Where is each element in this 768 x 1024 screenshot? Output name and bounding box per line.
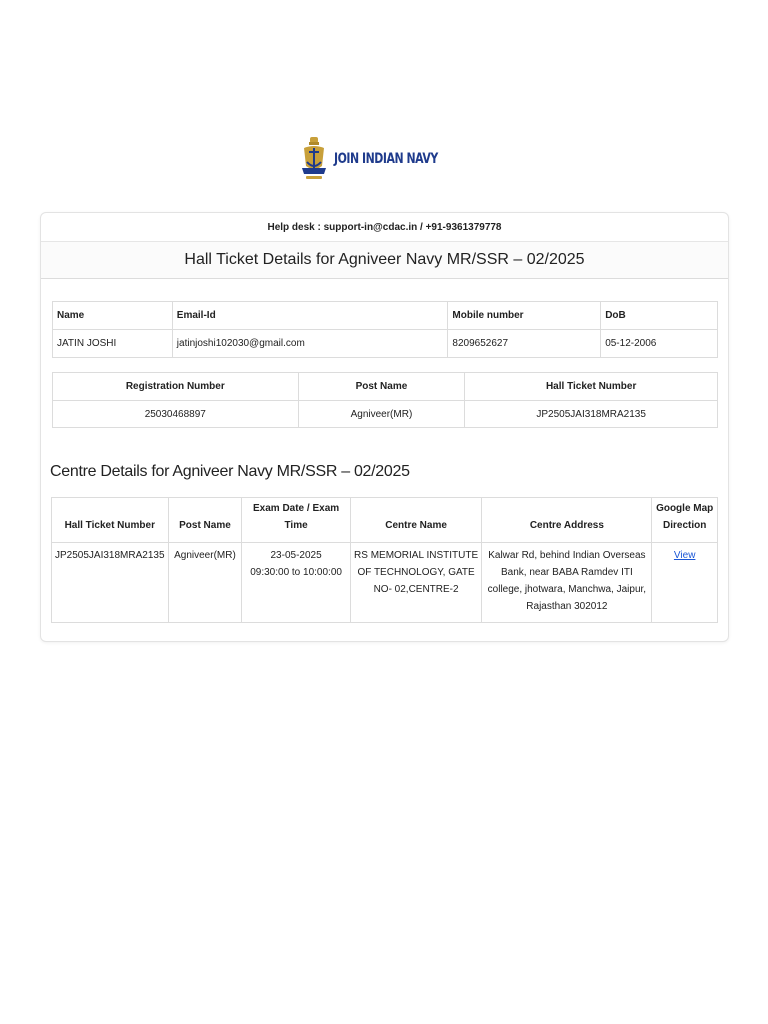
- candidate-mobile: 8209652627: [448, 330, 601, 358]
- centre-address: Kalwar Rd, behind Indian Overseas Bank, near BABA Ramdev ITI college, jhotwara, Manchwa, Jaipur, Rajasthan 302012: [482, 543, 652, 623]
- navy-crest-icon: [300, 136, 328, 182]
- centre-address-header: Centre Address: [482, 498, 652, 543]
- centre-post-header: Post Name: [168, 498, 242, 543]
- exam-time: 09:30:00 to 10:00:00: [250, 567, 342, 578]
- centre-name: RS MEMORIAL INSTITUTE OF TECHNOLOGY, GATE NO- 02,CENTRE-2: [350, 543, 482, 623]
- candidate-email: jatinjoshi102030@gmail.com: [172, 330, 448, 358]
- join-indian-navy-logo[interactable]: [300, 136, 467, 182]
- table-header-row: [53, 373, 718, 401]
- hall-ticket-card: [40, 212, 729, 642]
- table-row: [53, 401, 718, 428]
- name-header: Name: [53, 302, 173, 330]
- logo-text: JOIN INDIAN NAVY: [334, 151, 439, 167]
- map-direction: [652, 543, 718, 623]
- post-name-header: Post Name: [298, 373, 465, 401]
- post-name: Agniveer(MR): [298, 401, 465, 428]
- centre-name-header: Centre Name: [350, 498, 482, 543]
- exam-date: 23-05-2025: [270, 550, 322, 561]
- registration-number-header: Registration Number: [53, 373, 299, 401]
- helpdesk-bar: Help desk : support-in@cdac.in / +91-9361379778: [41, 213, 728, 242]
- logo-area: [0, 136, 768, 182]
- map-direction-header: Google Map Direction: [652, 498, 718, 543]
- centre-details-title: Centre Details for Agniveer Navy MR/SSR – 02/2025: [50, 463, 410, 480]
- candidate-name: JATIN JOSHI: [53, 330, 173, 358]
- centre-hall-ticket: JP2505JAI318MRA2135: [52, 543, 169, 623]
- hall-ticket-number: JP2505JAI318MRA2135: [465, 401, 718, 428]
- table-header-row: [53, 302, 718, 330]
- table-header-row: [52, 498, 718, 543]
- exam-date-header: Exam Date / Exam Time: [242, 498, 350, 543]
- card-title: Hall Ticket Details for Agniveer Navy MR/SSR – 02/2025: [41, 242, 728, 279]
- candidate-dob: 05-12-2006: [601, 330, 718, 358]
- centre-hall-ticket-header: Hall Ticket Number: [52, 498, 169, 543]
- centre-details-table: [51, 497, 718, 623]
- table-row: [53, 330, 718, 358]
- registration-table: [52, 372, 718, 428]
- view-map-link[interactable]: View: [673, 550, 696, 561]
- exam-date-time: [242, 543, 350, 623]
- personal-details-table: [52, 301, 718, 358]
- registration-number: 25030468897: [53, 401, 299, 428]
- mobile-header: Mobile number: [448, 302, 601, 330]
- centre-post: Agniveer(MR): [168, 543, 242, 623]
- email-header: Email-Id: [172, 302, 448, 330]
- hall-ticket-number-header: Hall Ticket Number: [465, 373, 718, 401]
- dob-header: DoB: [601, 302, 718, 330]
- table-row: [52, 543, 718, 623]
